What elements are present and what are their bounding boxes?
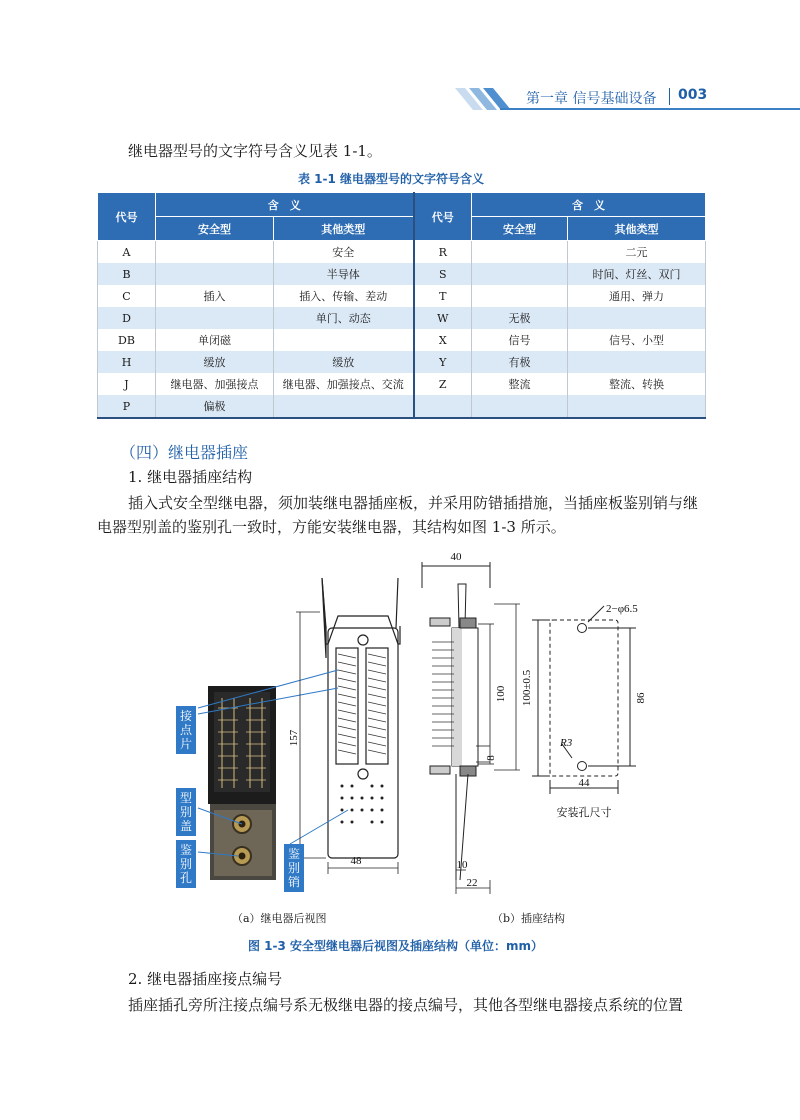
table-cell [472,241,568,264]
table-row [98,241,706,264]
dim-10: 10 [456,859,468,871]
socket-side-view [422,562,490,880]
table-cell: 无极 [472,307,568,329]
table-cell: 缓放 [156,351,274,373]
th-other-left: 其他类型 [274,217,414,241]
dim-hole: 2−φ6.5 [606,603,638,615]
label-id-hole: 鉴别孔 [176,840,196,888]
table-cell [274,395,414,418]
paragraph-2: 插座插孔旁所注接点编号系无极继电器的接点编号，其他各型继电器接点系统的位置 [128,996,684,1014]
intro-text: 继电器型号的文字符号含义见表 1-1。 [128,142,382,160]
table-cell: 信号、小型 [568,329,706,351]
table-cell: 插入 [156,285,274,307]
table-row [98,285,706,307]
table-cell: 有极 [472,351,568,373]
dim-22: 22 [466,877,478,889]
table-cell: 安全 [274,241,414,264]
figure-caption: 图 1-3 安全型继电器后视图及插座结构（单位：mm） [248,939,544,953]
relay-rear-photo [208,686,276,880]
relay-code-table [97,192,706,419]
table-cell [472,395,568,418]
table-row [98,329,706,351]
table-cell: 半导体 [274,263,414,285]
th-meaning-left: 含 义 [156,193,414,217]
socket-board [322,578,400,858]
table-cell: 整流、转换 [568,373,706,395]
table-cell: 整流 [472,373,568,395]
figure-1-3 [160,548,720,908]
table-cell: 继电器、加强接点、交流 [274,373,414,395]
dim-100: 100 [495,685,507,703]
table-cell [156,263,274,285]
table-cell: B [98,263,156,285]
table-cell: Z [414,373,472,395]
table-caption: 表 1-1 继电器型号的文字符号含义 [298,172,485,186]
label-type-cover: 型别盖 [176,788,196,836]
dim-r3: R3 [560,737,573,749]
header-rule [500,108,800,110]
dim-86: 86 [635,692,647,704]
paragraph-1-line-2: 电器型别盖的鉴别孔一致时，方能安装继电器，其结构如图 1-3 所示。 [97,518,566,536]
dim-100-tol: 100±0.5 [521,669,533,707]
mounting-hole-label: 安装孔尺寸 [556,807,612,819]
table-row [98,373,706,395]
table-cell: 单门、动态 [274,307,414,329]
running-header [0,80,800,114]
dim-40: 40 [450,551,462,563]
th-safe-left: 安全型 [156,217,274,241]
table-cell: S [414,263,472,285]
table-cell [156,241,274,264]
table-cell: X [414,329,472,351]
section-heading: （四）继电器插座 [120,443,249,462]
table-cell [472,263,568,285]
table-cell: J [98,373,156,395]
table-row [98,395,706,418]
table-cell: Y [414,351,472,373]
subfig-b-caption: （b）插座结构 [492,912,566,925]
th-other-right: 其他类型 [568,217,706,241]
dim-8: 8 [485,755,497,761]
subfig-a-caption: （a）继电器后视图 [232,912,327,925]
table-cell [274,329,414,351]
label-id-pin: 鉴别销 [284,844,304,892]
table-cell: 二元 [568,241,706,264]
table-cell [156,307,274,329]
table-cell [568,395,706,418]
label-contact: 接点片 [176,706,196,754]
dim-157: 157 [288,729,300,747]
table-cell [568,351,706,373]
subheading-1: 1. 继电器插座结构 [128,468,253,486]
table-cell: DB [98,329,156,351]
table-cell: 通用、弹力 [568,285,706,307]
table-row [98,351,706,373]
th-meaning-right: 含 义 [472,193,706,217]
table-cell: P [98,395,156,418]
figure-drawing [160,548,720,908]
dim-48: 48 [350,855,362,867]
header-stripes-decoration [455,88,525,110]
table-cell: 单闭磁 [156,329,274,351]
dim-44: 44 [578,777,590,789]
th-code-left: 代号 [98,193,156,241]
chapter-title: 第一章 信号基础设备 [526,91,657,107]
table-cell [414,395,472,418]
table-row [98,307,706,329]
table-cell: D [98,307,156,329]
mounting-hole-drawing [532,606,636,794]
table-cell: 信号 [472,329,568,351]
subheading-2: 2. 继电器插座接点编号 [128,970,283,988]
table-cell: R [414,241,472,264]
header-separator [669,88,670,105]
table-cell: A [98,241,156,264]
table-cell [472,285,568,307]
table-cell: C [98,285,156,307]
page-number: 003 [678,87,708,103]
th-safe-right: 安全型 [472,217,568,241]
table-row [98,263,706,285]
table-cell: 插入、传输、差动 [274,285,414,307]
table-cell: T [414,285,472,307]
table-body [98,241,706,419]
paragraph-1-line-1: 插入式安全型继电器，须加装继电器插座板，并采用防错插措施，当插座板鉴别销与继 [128,494,699,512]
th-code-right: 代号 [414,193,472,241]
table-cell: 偏极 [156,395,274,418]
table-cell: H [98,351,156,373]
table-cell: 缓放 [274,351,414,373]
table-cell [568,307,706,329]
table-cell: 继电器、加强接点 [156,373,274,395]
table-cell: 时间、灯丝、双门 [568,263,706,285]
table-cell: W [414,307,472,329]
